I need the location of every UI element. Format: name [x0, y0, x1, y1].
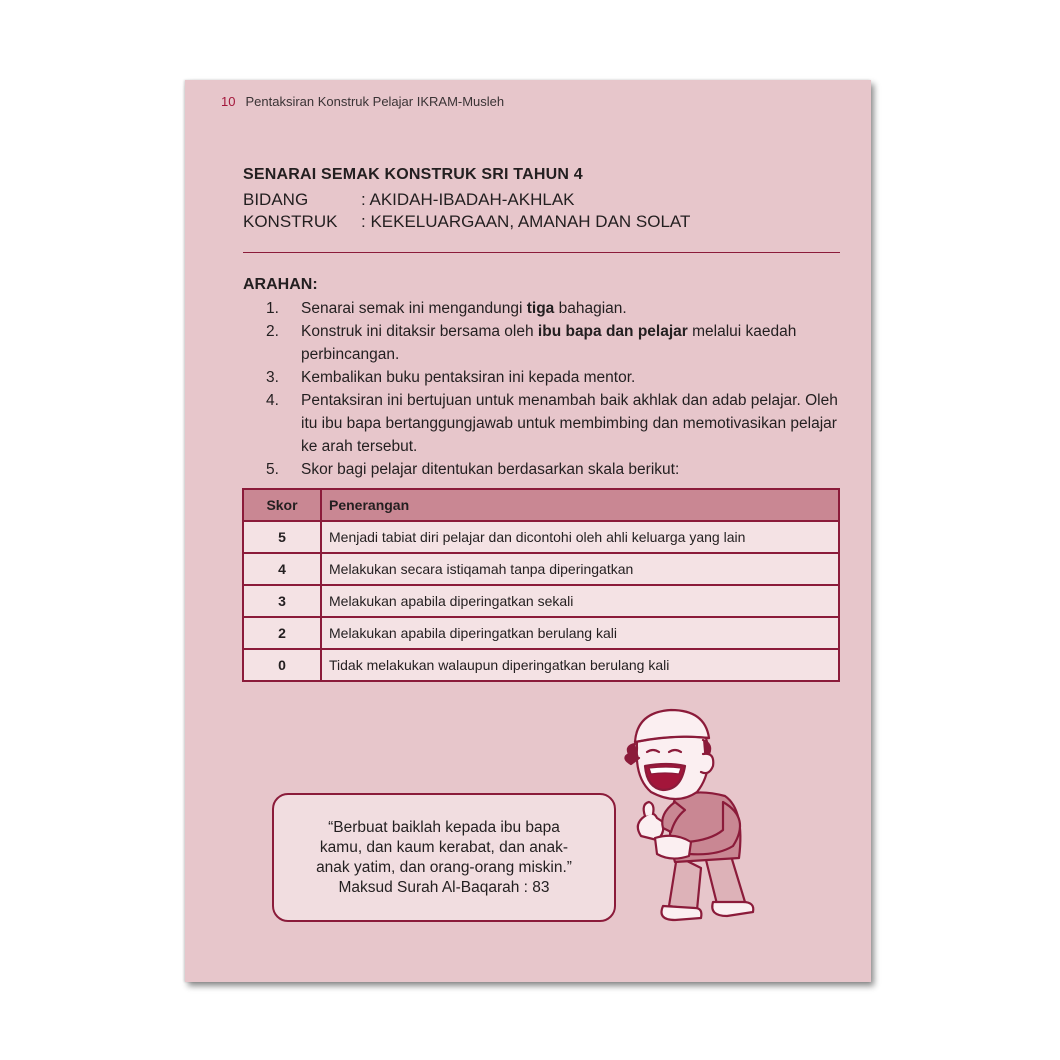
table-row [243, 617, 839, 649]
table-row [243, 649, 839, 681]
description-cell: Tidak melakukan walaupun diperingatkan berulang kali [321, 649, 839, 681]
table-row [243, 585, 839, 617]
column-header-skor: Skor [243, 489, 321, 521]
list-text: bahagian. [554, 300, 627, 317]
meta-row-bidang [243, 190, 575, 210]
list-text: melalui kaedah perbincangan. [301, 323, 797, 363]
list-text: Pentaksiran ini bertujuan untuk menambah baik akhlak dan adab pelajar. Oleh itu ibu bapa bertanggungjawab untuk membimbing dan memotivasikan pelajar ke arah tersebut. [301, 392, 838, 455]
list-text: Skor bagi pelajar ditentukan berdasarkan skala berikut: [301, 461, 680, 478]
list-bold: tiga [526, 300, 555, 317]
list-number: 1. [266, 300, 279, 317]
description-cell: Menjadi tabiat diri pelajar dan dicontohi oleh ahli keluarga yang lain [321, 521, 839, 553]
page-number: 10 [221, 94, 236, 109]
divider [243, 252, 840, 253]
table-row [243, 521, 839, 553]
instructions-title: ARAHAN: [243, 276, 318, 293]
list-number: 2. [266, 323, 279, 340]
meta-value: : AKIDAH-IBADAH-AKHLAK [361, 190, 575, 209]
quote-box [272, 793, 616, 922]
running-header [221, 94, 504, 109]
list-text: Senarai semak ini mengandungi [301, 300, 527, 317]
column-header-penerangan: Penerangan [321, 489, 839, 521]
description-cell: Melakukan apabila diperingatkan berulang kali [321, 617, 839, 649]
meta-row-konstruk [243, 212, 690, 232]
meta-label: BIDANG [243, 190, 309, 209]
quote-source: Maksud Surah Al-Baqarah : 83 [338, 878, 550, 896]
description-cell: Melakukan secara istiqamah tanpa diperingatkan [321, 553, 839, 585]
score-table [242, 488, 840, 682]
list-bold: ibu bapa dan pelajar [537, 323, 688, 340]
running-title: Pentaksiran Konstruk Pelajar IKRAM-Musleh [245, 94, 505, 109]
meta-label: KONSTRUK [243, 212, 338, 231]
list-text: Konstruk ini ditaksir bersama oleh [301, 323, 538, 340]
score-cell: 4 [243, 553, 321, 585]
score-cell: 2 [243, 617, 321, 649]
score-cell: 5 [243, 521, 321, 553]
book-page [185, 80, 871, 982]
table-row [243, 553, 839, 585]
list-number: 3. [266, 369, 279, 386]
list-number: 5. [266, 461, 279, 478]
list-item [243, 458, 853, 481]
description-cell: Melakukan apabila diperingatkan sekali [321, 585, 839, 617]
page-title: SENARAI SEMAK KONSTRUK SRI TAHUN 4 [243, 166, 583, 183]
score-cell: 3 [243, 585, 321, 617]
list-item [243, 297, 853, 320]
boy-mascot-illustration [605, 706, 775, 932]
list-number: 4. [266, 392, 279, 409]
quote-line: “Berbuat baiklah kepada ibu bapa [328, 818, 560, 836]
table-header-row [243, 489, 839, 521]
list-item [243, 320, 853, 366]
quote-line: anak yatim, dan orang-orang miskin.” [316, 858, 572, 876]
list-item [243, 366, 853, 389]
instructions-list [243, 297, 853, 481]
list-text: Kembalikan buku pentaksiran ini kepada mentor. [301, 369, 636, 386]
list-item [243, 389, 853, 458]
meta-value: : KEKELUARGAAN, AMANAH DAN SOLAT [361, 212, 691, 231]
score-cell: 0 [243, 649, 321, 681]
quote-line: kamu, dan kaum kerabat, dan anak- [319, 838, 569, 856]
